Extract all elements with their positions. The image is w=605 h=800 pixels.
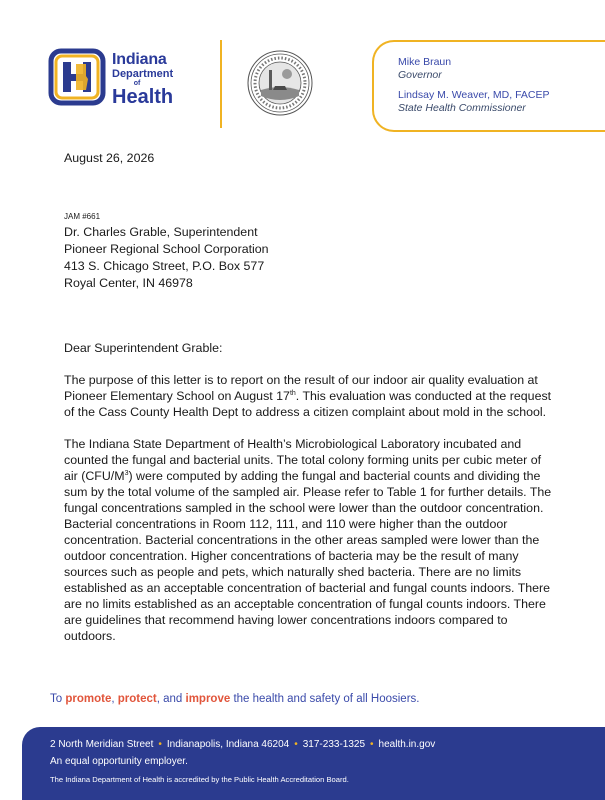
tagline-text: , (111, 693, 118, 705)
tagline-text: To (50, 693, 66, 705)
paragraph-findings (64, 436, 554, 644)
footer-website-link[interactable]: health.in.gov (378, 739, 436, 750)
logo-text-department: Department (112, 68, 174, 80)
commissioner-name: Lindsay M. Weaver, MD, FACEP (398, 89, 550, 101)
recipient-line: Pioneer Regional School Corporation (64, 242, 269, 256)
tagline-improve: improve (185, 693, 231, 705)
bullet-separator-icon: • (294, 739, 298, 750)
indiana-h-logo-icon (46, 46, 108, 108)
letter-date: August 26, 2026 (64, 151, 155, 165)
footer-equal-opportunity: An equal opportunity employer. (50, 756, 188, 767)
footer-address: 2 North Meridian Street (50, 739, 154, 750)
paragraph-text: The Indiana State Department of Health’s Microbiological Laboratory incubated and counted the fungal and bacterial units. The total colony forming units per cubic meter of air (CFU/M (64, 437, 542, 483)
footer-phone: 317-233-1325 (302, 739, 366, 750)
footer-contact (50, 739, 435, 750)
footer-bar (22, 727, 605, 800)
bullet-separator-icon: • (158, 739, 162, 750)
logo-text-indiana: Indiana (112, 51, 167, 68)
recipient-address (64, 224, 269, 292)
tagline-text: the health and safety of all Hoosiers. (230, 693, 420, 705)
mission-tagline (50, 693, 419, 705)
superscript: th (289, 389, 296, 397)
superscript: 3 (124, 469, 129, 477)
paragraph-text: The purpose of this letter is to report on the result of our indoor air quality evaluation at Pioneer Elementary School on August 17 (64, 373, 538, 403)
recipient-line: Royal Center, IN 46978 (64, 276, 193, 290)
governor-title: Governor (398, 69, 442, 81)
recipient-line: 413 S. Chicago Street, P.O. Box 577 (64, 259, 265, 273)
reference-number: JAM #661 (64, 212, 101, 221)
bullet-separator-icon: • (370, 739, 374, 750)
governor-name: Mike Braun (398, 56, 452, 68)
recipient-line: Dr. Charles Grable, Superintendent (64, 225, 258, 239)
tagline-protect: protect (117, 693, 157, 705)
paragraph-text: . This evaluation was conducted at the request of the Cass County Health Dept to address a citizen complaint about mold in the school. (64, 389, 552, 419)
paragraph-text: ) were computed by adding the fungal and bacterial counts and dividing the sum by the total volume of the sampled air. Please refer to Table 1 for further details. The fungal concentrations sampled in the school were lower than the outdoor concentration. Bacterial concentrations in Room 112, 111, and 110 were higher than the outdoor concentration. Bacterial concentrations in the other areas sampled were lower than the outdoor concentration. Higher concentrations of bacteria may be the result of many sources such as people and pets, which naturally shed bacteria. There are no limits established as an acceptable concentration of bacterial and fungal counts indoors. There are no limits established as an acceptable concentration of fungal counts indoors. There are guidelines that recommend having lower concentrations indoors compared to outdoors. (64, 469, 552, 643)
tagline-text: , and (156, 693, 186, 705)
footer-city: Indianapolis, Indiana 46204 (166, 739, 290, 750)
paragraph-purpose (64, 372, 554, 420)
logo-text-of: of (133, 80, 141, 87)
officials-box (372, 40, 605, 132)
tagline-promote: promote (65, 693, 112, 705)
header-divider (220, 40, 222, 128)
logo-text-health: Health (112, 86, 174, 108)
state-seal-icon (247, 50, 313, 116)
commissioner-title: State Health Commissioner (398, 102, 526, 114)
salutation: Dear Superintendent Grable: (64, 341, 223, 355)
footer-accreditation: The Indiana Department of Health is accredited by the Public Health Accreditation Board. (50, 775, 349, 784)
logo-wordmark (112, 52, 173, 107)
idoh-logo (46, 46, 196, 116)
